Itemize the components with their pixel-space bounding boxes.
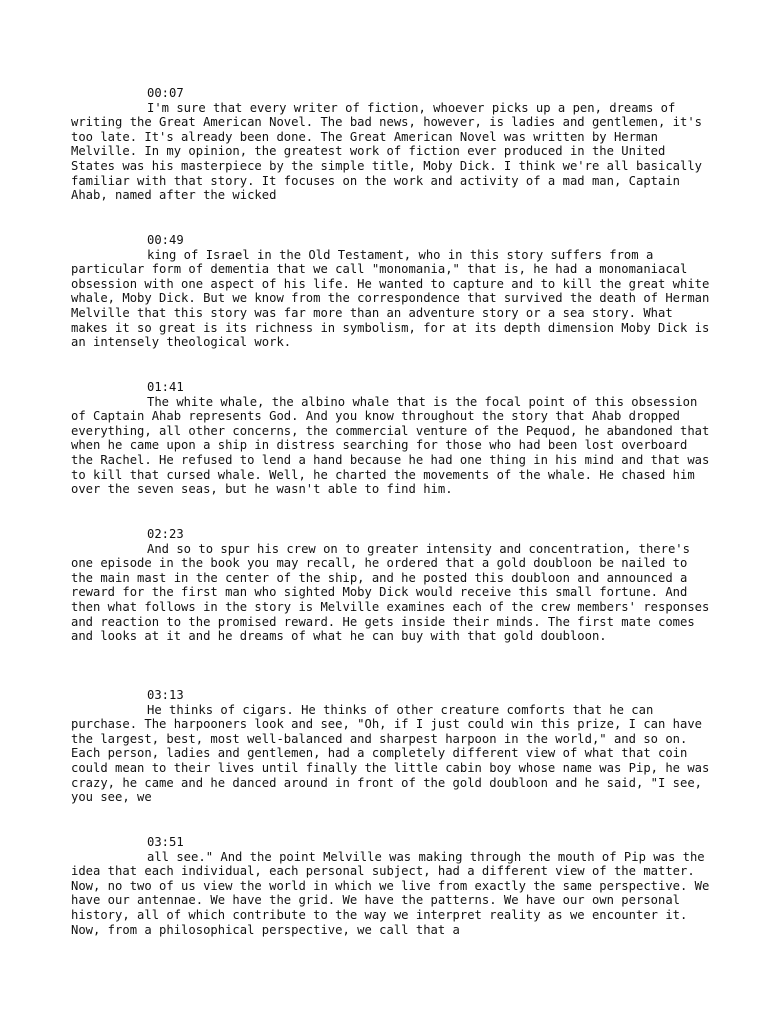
transcript-paragraph: all see." And the point Melville was making through the mouth of Pip was the idea that each individual, each personal subject, had a different view of the matter. Now, no two of us view the world in which we live from exactly the same perspective. We have our antennae. We have the grid. We have the patterns. We have our own personal history, all of which contribute to the way we interpret reality as we encounter it. Now, from a philosophical perspective, we call that a (71, 849, 710, 937)
transcript-paragraph: The white whale, the albino whale that is the focal point of this obsession of Captain Ahab represents God. And you know throughout the story that Ahab dropped everything, all other concerns, the commercial venture of the Pequod, he abandoned that when he came upon a ship in distress searching for those who had been lost overboard the Rachel. He refused to lend a hand because he had one thing in his mind and that was to kill that cursed whale. Well, he charted the movements of the whale. He chased him over the seven seas, but he wasn't able to find him. (71, 394, 710, 497)
timestamp: 03:13 (147, 688, 184, 702)
timestamp: 03:51 (147, 835, 184, 849)
transcript-paragraph: He thinks of cigars. He thinks of other creature comforts that he can purchase. The harpooners look and see, "Oh, if I just could win this prize, I can have the largest, best, most well-balanced and sharpest harpoon in the world," and so on. Each person, ladies and gentlemen, had a completely different view of what that coin could mean to their lives until finally the little cabin boy whose name was Pip, he was crazy, he came and he danced around in front of the gold doubloon and he said, "I see, you see, we (71, 702, 710, 805)
transcript-paragraph: I'm sure that every writer of fiction, whoever picks up a pen, dreams of writing the Great American Novel. The bad news, however, is ladies and gentlemen, it's too late. It's already been done. The Great American Novel was written by Herman Melville. In my opinion, the greatest work of fiction ever produced in the United States was his masterpiece by the simple title, Moby Dick. I think we're all basically familiar with that story. It focuses on the work and activity of a mad man, Captain Ahab, named after the wicked (71, 100, 703, 203)
transcript-segment (71, 380, 711, 497)
transcript-segment (71, 527, 711, 644)
transcript-segment (71, 86, 711, 203)
transcript-paragraph: And so to spur his crew on to greater intensity and concentration, there's one episode in the book you may recall, he ordered that a gold doubloon be nailed to the main mast in the center of the ship, and he posted this doubloon and announced a reward for the first man who sighted Moby Dick would receive this small fortune. And then what follows in the story is Melville examines each of the crew members' responses and reaction to the promised reward. He gets inside their minds. The first mate comes and looks at it and he dreams of what he can buy with that gold doubloon. (71, 541, 710, 644)
transcript-segment (71, 233, 711, 350)
transcript-segment (71, 688, 711, 805)
timestamp: 01:41 (147, 380, 184, 394)
transcript-segment (71, 835, 711, 937)
timestamp: 00:07 (147, 86, 184, 100)
transcript-paragraph: king of Israel in the Old Testament, who in this story suffers from a particular form of dementia that we call "monomania," that is, he had a monomaniacal obsession with one aspect of his life. He wanted to capture and to kill the great white whale, Moby Dick. But we know from the correspondence that survived the death of Herman Melville that this story was far more than an adventure story or a sea story. What makes it so great is its richness in symbolism, for at its depth dimension Moby Dick is an intensely theological work. (71, 247, 710, 350)
timestamp: 02:23 (147, 527, 184, 541)
timestamp: 00:49 (147, 233, 184, 247)
